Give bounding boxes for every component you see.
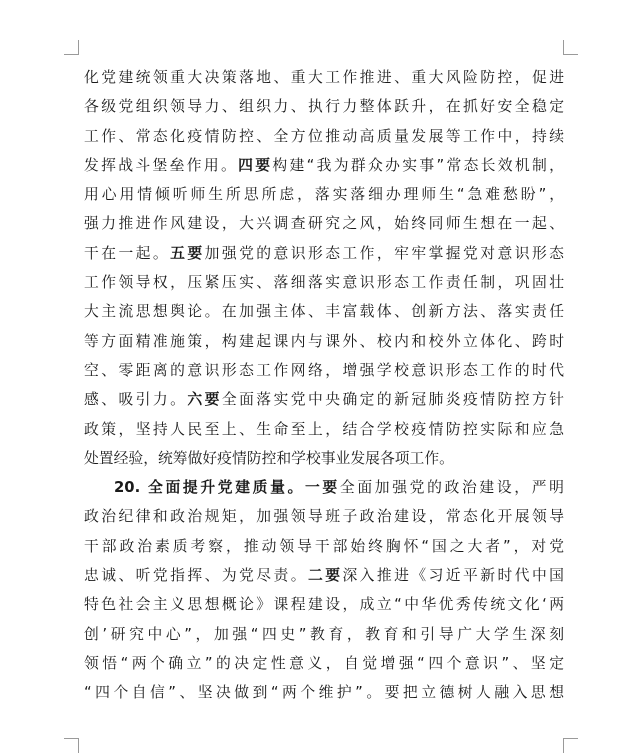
- text-line: [84, 620, 564, 649]
- text-line: [84, 327, 564, 356]
- bold-text-segment: 四要: [238, 156, 273, 174]
- text-segment: 政治纪律和政治规矩，加强领导班子政治建设，常态化开展领导: [84, 508, 564, 526]
- text-line: [84, 532, 564, 561]
- text-segment: 工作领导权，压紧压实、落细落实意识形态工作责任制，巩固壮: [84, 274, 564, 292]
- bold-text-segment: 20. 全面提升党建质量。: [114, 479, 305, 497]
- text-segment: 忠诚、听党指挥、为党尽责。: [84, 567, 308, 585]
- text-line: [84, 678, 564, 707]
- text-segment: 用心用情倾听师生所思所虑，落实落细办理师生“急难愁盼”，: [84, 186, 564, 204]
- text-line: [84, 385, 564, 414]
- text-segment: 等方面精准施策，构建起课内与课外、校内和校外立体化、跨时: [84, 332, 564, 350]
- text-segment: 处置经验，统筹做好疫情防控和学校事业发展各项工作。: [84, 449, 454, 467]
- text-segment: 全面落实党中央确定的新冠肺炎疫情防控方针: [221, 391, 564, 409]
- crop-mark-top-left: [64, 40, 79, 55]
- text-line: [84, 415, 564, 444]
- text-line: [84, 63, 564, 92]
- bold-text-segment: 一要: [304, 479, 340, 497]
- text-segment: 化党建统领重大决策落地、重大工作推进、重大风险防控，促进: [84, 69, 564, 86]
- text-segment: 创’研究中心”，加强“四史”教育，教育和引导广大学生深刻: [84, 625, 564, 643]
- text-segment: 特色社会主义思想概论》课程建设，成立“中华优秀传统文化‘两: [84, 596, 564, 614]
- bold-text-segment: 二要: [307, 567, 343, 585]
- text-line: [84, 502, 564, 531]
- text-line: [84, 297, 564, 326]
- text-segment: 干部政治素质考察，推动领导干部始终胸怀“国之大者”，对党: [84, 537, 564, 555]
- document-body: [84, 63, 564, 708]
- crop-mark-bottom-left: [64, 738, 79, 753]
- bold-text-segment: 五要: [170, 244, 205, 262]
- text-line: [84, 180, 564, 209]
- text-line: [84, 356, 564, 385]
- text-segment: 发挥战斗堡垒作用。: [84, 156, 239, 174]
- text-segment: 各级党组织领导力、组织力、执行力整体跃升，在抓好安全稳定: [84, 98, 564, 116]
- text-line: [84, 151, 564, 180]
- bold-text-segment: 六要: [187, 391, 222, 409]
- text-line: [84, 649, 564, 678]
- text-line: [84, 122, 564, 151]
- text-segment: 深入推进《习近平新时代中国: [342, 567, 564, 585]
- text-segment: 干在一起。: [84, 244, 171, 262]
- text-segment: 加强党的意识形态工作，牢牢掌握党对意识形态: [204, 244, 564, 262]
- text-line: [84, 268, 564, 297]
- text-segment: 政策，坚持人民至上、生命至上，结合学校疫情防控实际和应急: [84, 420, 564, 438]
- text-segment: 工作、常态化疫情防控、全方位推动高质量发展等工作中，持续: [84, 127, 564, 145]
- text-segment: 全面加强党的政治建设，严明: [339, 479, 564, 497]
- crop-mark-bottom-right: [563, 738, 578, 753]
- text-segment: 强力推进作风建设，大兴调查研究之风，始终同师生想在一起、: [84, 215, 564, 233]
- crop-mark-top-right: [563, 40, 578, 55]
- text-line: [84, 92, 564, 121]
- text-segment: 感、吸引力。: [84, 391, 188, 409]
- text-line: [84, 590, 564, 619]
- text-line: [84, 444, 564, 473]
- text-line: [84, 209, 564, 238]
- text-line: [84, 239, 564, 268]
- text-segment: “四个自信”、坚决做到“两个维护”。要把立德树人融入思想: [84, 684, 564, 702]
- text-line: [84, 561, 564, 590]
- text-line: [84, 473, 564, 502]
- text-segment: 构建“我为群众办实事”常态长效机制，: [272, 156, 564, 174]
- text-segment: 领悟“两个确立”的决定性意义，自觉增强“四个意识”、坚定: [84, 654, 564, 672]
- text-segment: 大主流思想舆论。在加强主体、丰富载体、创新方法、落实责任: [84, 303, 564, 321]
- text-segment: 空、零距离的意识形态工作网络，增强学校意识形态工作的时代: [84, 361, 564, 379]
